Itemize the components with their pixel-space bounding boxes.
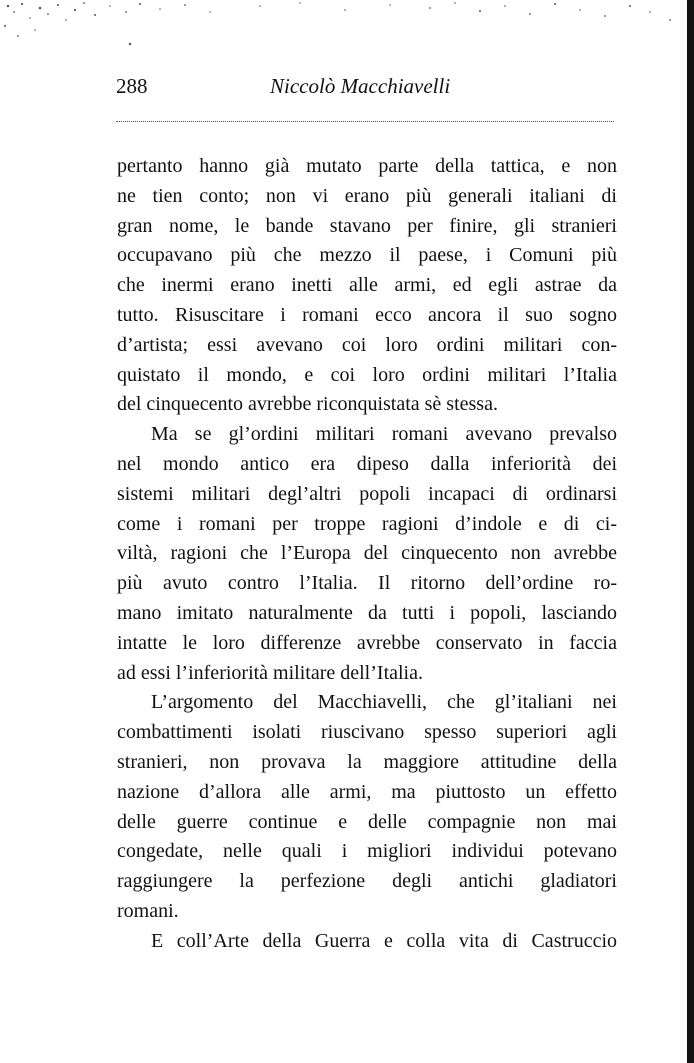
- text-line: nazione d’allora alle armi, ma piuttosto un effetto: [117, 780, 617, 803]
- text-line: delle guerre continue e delle compagnie non mai: [117, 810, 617, 833]
- body-text: [117, 152, 617, 957]
- running-title: Niccolò Macchiavelli: [270, 74, 451, 98]
- header-dotted-rule: [116, 121, 614, 122]
- text-line: gran nome, le bande stavano per finire, gli stranieri: [117, 214, 617, 237]
- text-line: occupavano più che mezzo il paese, i Comuni più: [117, 244, 617, 267]
- text-line: combattimenti isolati riuscivano spesso superiori agli: [117, 721, 617, 744]
- text-line: come i romani per troppe ragioni d’indole e di ci-: [117, 512, 617, 535]
- text-line: tutto. Risuscitare i romani ecco ancora il suo sogno: [117, 303, 617, 326]
- text-line: congedate, nelle quali i migliori individui potevano: [117, 840, 617, 863]
- text-line: Ma se gl’ordini militari romani avevano prevalso: [151, 423, 617, 446]
- text-line: mano imitato naturalmente da tutti i popoli, lasciando: [117, 601, 617, 624]
- text-line: pertanto hanno già mutato parte della tattica, e non: [117, 155, 617, 177]
- page-edge-shadow: [687, 0, 694, 1063]
- running-head: [116, 74, 616, 104]
- text-line: intatte le loro differenze avrebbe conservato in faccia: [117, 631, 617, 654]
- page-number: 288: [116, 74, 148, 98]
- text-line: stranieri, non provava la maggiore attitudine della: [117, 750, 617, 773]
- text-line: romani.: [117, 899, 179, 922]
- text-line: quistato il mondo, e coi loro ordini militari l’Italia: [117, 363, 617, 386]
- text-line: raggiungere la perfezione degli antichi gladiatori: [117, 870, 617, 893]
- text-line: più avuto contro l’Italia. Il ritorno dell’ordine ro-: [117, 572, 617, 595]
- scan-speckle-noise: [0, 0, 694, 50]
- text-line: ne tien conto; non vi erano più generali italiani di: [117, 184, 617, 207]
- text-line: E coll’Arte della Guerra e colla vita di Castruccio: [151, 929, 617, 952]
- text-line: nel mondo antico era dipeso dalla inferiorità dei: [117, 452, 617, 475]
- text-line: che inermi erano inetti alle armi, ed egli astrae da: [117, 274, 617, 297]
- text-line: L’argomento del Macchiavelli, che gl’italiani nei: [151, 691, 617, 714]
- text-line: sistemi militari degl’altri popoli incapaci di ordinarsi: [117, 482, 617, 505]
- text-line: del cinquecento avrebbe riconquistata sè stessa.: [117, 393, 498, 416]
- text-line: viltà, ragioni che l’Europa del cinquecento non avrebbe: [117, 542, 617, 565]
- text-line: d’artista; essi avevano coi loro ordini militari con-: [117, 333, 617, 356]
- text-line: ad essi l’inferiorità militare dell’Italia.: [117, 661, 423, 684]
